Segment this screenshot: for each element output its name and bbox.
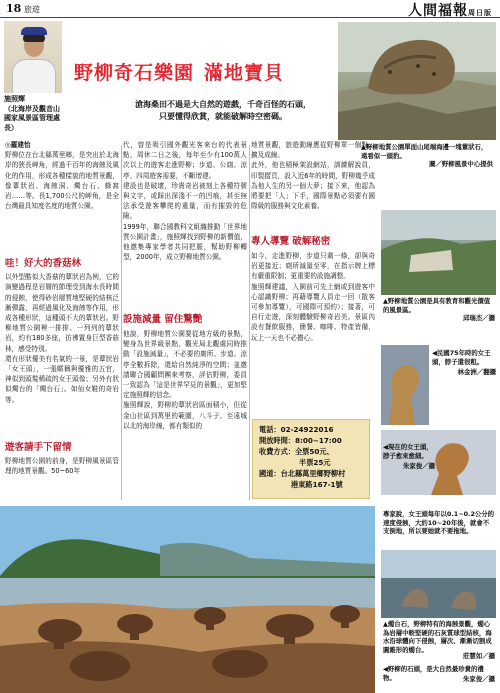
article-headline [74, 58, 284, 85]
col1-paragraph-2: 以外型酷似大香菇的蕈狀岩為例，它的演變過程是岩層的節理受到海水長時間的侵蝕，使得砂岩層質地堅硬的結核泛漸彈露，再經過風化及海蝕等作用，形成各種形狀，這種頭不大的蕈狀岩。野柳地質公園裡一排排、一列列的蕈狀岩，約有180多座，彷彿置身巨型香菇林，感受特別。 還有形狀優美有名氣的一景，是蕈狀岩「女王頭」，一張暱稱與優雅的五官，神似到頭髮稀疏的女王頭像；另外有狀似燭台的「燭台石」。如仙女鞋的奇岩等。 [5, 273, 119, 404]
paper-edition: 周日版 [468, 8, 492, 17]
caption-4: 專家說，女王頭每年以0.1~0.2公分的速度侵蝕，大約10~20年後，就會不支倒地，所以要她就不要拖地。 [383, 510, 495, 536]
candle-rock-photo [381, 550, 496, 618]
col1-paragraph-1: 野柳位在台北縣萬里鄉，是突出於北海岸的狹長岬角，經過千百年的海蝕及風化的作用，形成各種樣貌的地質景觀，像蕈狀岩、海蝕洞、燭台石、蜂窩岩……等。長1,700公尺的岬角，是全台灣最具知度名度的地質公園。 [5, 151, 119, 211]
col1-paragraph-3: 野柳地質公園的前身，是野柳風景區管理的地質景觀。50~60年 [5, 457, 119, 476]
col1-subhead-2: 遊客請手下留情 [5, 442, 72, 454]
info-hours: 開放時間：8:00~17:00 [259, 436, 342, 445]
column-rule [249, 145, 250, 500]
caption-1: ▲野柳地質公園是具有教育和觀光價值的風景區。 [383, 297, 491, 314]
caption-2: ◀民國75年時的女王頭，脖子還很粗。 [432, 349, 491, 366]
credit-5: 莊慧如／攝 [463, 652, 495, 660]
col2-paragraph-2: 他說，野柳地質公園要從地方級的景點，變身為世界級景點，觀光局北觀處同時推動「設施減量」，不必要的廁所、步道、涼亭全數拆除，還給自然純淨的空間；並邀請聯合國顧問團來考察，評估野柳，委員一致認為「這是世界罕見的景觀」，更加堅定施照輝的信念。 施照輝說，野柳的蕈狀岩區面積小，但從金山社區到萬里的範圍，八斗子、至遠城以北的海岸線，都有類似的 [123, 330, 247, 430]
geopark-overview-photo [381, 210, 496, 295]
page-number: 18 [6, 2, 22, 15]
caption-5: ▲燭台石，野柳特有的海蝕景觀，燭心為岩層中較堅硬的石灰質球型結核，海水沿球體向下侵蝕，層次、漸漸切割成圓錐形的燭台。 [383, 620, 492, 654]
info-fee-2: 半票25元 [299, 458, 331, 467]
col3-subhead-1: 專人導覽 破解秘密 [251, 236, 331, 247]
hero-caption-text: ▲野柳地質公園單面山尾端海邊一塊蕈狀石，遠看似一頭豹。 [361, 143, 488, 160]
author-name: 施照輝 [4, 95, 25, 103]
column-2 [123, 140, 247, 507]
queens-head-1986-photo [381, 345, 429, 425]
mushroom-rock-landscape-photo [0, 506, 375, 693]
col3-paragraph-1: 地質景觀，旅遊動線應從野柳單一個點，擴及成線。 此外，他也積極架設網站，訓練解說員，印製摺頁，設入近6年的時間，野柳幾乎成為他人生的另一個大夢；接下來，他認為將要把「人」下手，國際景點必須要有國際級的服務與文化素養。 [251, 141, 375, 211]
credit-6: 朱家俊／攝 [463, 675, 495, 683]
info-fee: 收費方式：全票50元、 [259, 447, 334, 456]
author-credit [4, 95, 64, 133]
headline-part2: 滿地寶貝 [204, 62, 285, 84]
column-1 [5, 140, 119, 489]
caption-6: ◀野柳的石頭，是大自然最珍貴的禮物。 [383, 665, 484, 682]
header-divider [0, 17, 500, 18]
info-address-2: 港東路167-1號 [291, 480, 343, 489]
col2-subhead-1: 設施減量 留住驚艷 [123, 314, 203, 325]
col2-paragraph-1: 代，曾是吸引國外觀光客來台的代表景點，周休二日之後，每年至少有100萬人次以上的遊客走進野柳；步道、公廁、涼亭、四周遊客需要，不斷增建。 建設也是破壞，珍貴奇岩被刻上各種符號與文字，或踩出深淺不一的凹痕，甚至無法承受遊客攀爬的重量，而有摧毀的危險。 1999年，聯合國教科文組織推動「世界地質公園計畫」，施照輝找到野柳的新價值，他邀集專家學者共同把脈，幫助野柳轉型，2000年，成立野柳地質公園。 [123, 141, 247, 262]
headline-part1: 野柳奇石樂園 [74, 62, 195, 84]
info-tel: 電話：02-24922016 [259, 425, 334, 434]
col3-paragraph-2: 如今，走進野柳，步道只剩一條，卻與奇岩更接近；廁所減量至零，在指示牌上標有嚴重限制；更重要的設施調整。 施照輝建議，入園前可先上網或到遊客中心認識野柳；再藉導覽人員走一回（散客可參加導覽），可國際可預約）；接著，可自行走遊，深刻體驗野柳奇岩美。景區內設有餐飲服務，簡餐、咖啡、特產皆備，玩上一天也不必擔心。 [251, 252, 375, 342]
article-lead: 滄海桑田不過是大自然的遊戲，千奇百怪的石頭， 只要懂得欣賞，就能破解時空密碼。 [135, 100, 311, 121]
column-rule [121, 145, 122, 500]
info-address: 國道：台北縣萬里鄉野柳村 [259, 469, 346, 478]
byline: ◎羅建怡 [5, 141, 31, 149]
column-3 [251, 140, 375, 411]
credit-3: 朱家俊／攝 [403, 462, 435, 470]
caption-3: ◀現在的女王頭，脖子愈來愈細。 [383, 443, 433, 460]
credit-2: 林金洲／翻攝 [457, 368, 496, 376]
author-title: （北海岸及觀音山國家風景區管理處長） [4, 104, 60, 132]
section-label: 旅遊 [24, 5, 40, 14]
hero-caption [361, 143, 493, 169]
credit-1: 邱瑞杰／攝 [463, 314, 495, 322]
hero-credit: 圖／野柳風景中心提供 [429, 160, 493, 169]
visitor-info-box [252, 419, 370, 499]
author-photo [4, 21, 62, 93]
paper-name: 人間福報 [408, 3, 468, 19]
leopard-rock-photo [338, 22, 496, 140]
col1-subhead-1: 哇！好大的香菇林 [5, 258, 82, 270]
